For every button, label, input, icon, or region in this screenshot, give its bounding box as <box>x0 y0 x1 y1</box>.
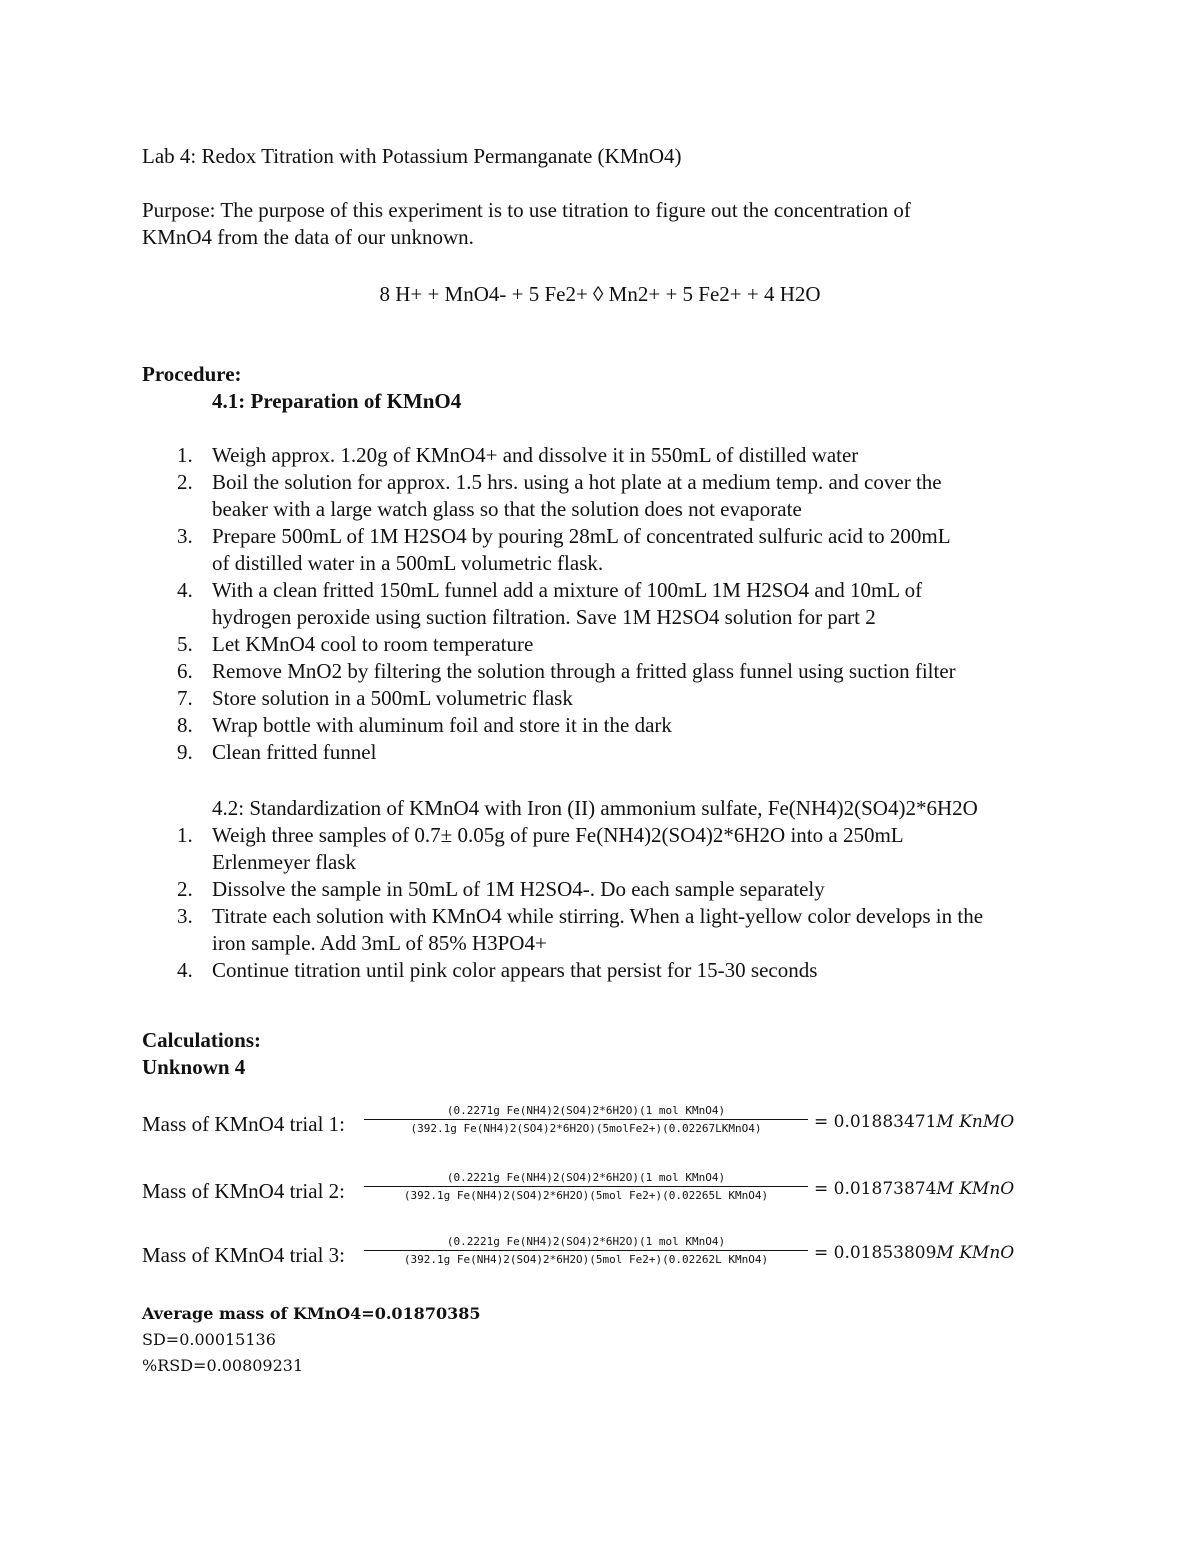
purpose-line-1: Purpose: The purpose of this experiment is to use titration to figure out the concentration of <box>142 198 911 222</box>
section-4-1-heading: 4.1: Preparation of KMnO4 <box>212 389 462 413</box>
fraction-numerator: (0.2221g Fe(NH4)2(SO4)2*6H2O)(1 mol KMnO4) <box>364 1234 808 1251</box>
step-number: 4. <box>177 958 193 982</box>
step-number: 1. <box>177 443 193 467</box>
fraction-denominator: (392.1g Fe(NH4)2(SO4)2*6H2O)(5molFe2+)(0.02267LKMnO4) <box>410 1122 762 1135</box>
list-item <box>142 442 1052 469</box>
fraction-numerator: (0.2221g Fe(NH4)2(SO4)2*6H2O)(1 mol KMnO4) <box>364 1170 808 1187</box>
trial-3-calculation <box>142 1234 1042 1280</box>
list-item <box>142 685 1052 712</box>
step-number: 3. <box>177 904 193 928</box>
step-text: Continue titration until pink color appears that persist for 15-30 seconds <box>212 958 818 982</box>
step-text: Let KMnO4 cool to room temperature <box>212 632 534 656</box>
list-item <box>142 903 1052 957</box>
list-item <box>142 739 1052 766</box>
list-item <box>142 577 1052 631</box>
trial-label: Mass of KMnO4 trial 1: <box>142 1112 345 1136</box>
calculations-heading: Calculations: <box>142 1028 262 1052</box>
step-number: 1. <box>177 823 193 847</box>
step-number: 4. <box>177 578 193 602</box>
result-unit: M KMnO <box>936 1179 1015 1199</box>
step-text: Wrap bottle with aluminum foil and store it in the dark <box>212 713 672 737</box>
step-number: 9. <box>177 740 193 764</box>
trial-result <box>814 1112 1014 1132</box>
trial-1-calculation <box>142 1103 1042 1149</box>
average-result: Average mass of KMnO4=0.01870385 <box>142 1304 481 1323</box>
step-text: hydrogen peroxide using suction filtration. Save 1M H2SO4 solution for part 2 <box>212 605 876 629</box>
step-number: 2. <box>177 470 193 494</box>
result-unit: M KnMO <box>936 1112 1015 1132</box>
list-item <box>142 631 1052 658</box>
list-item <box>142 523 1052 577</box>
trial-fraction <box>364 1170 808 1203</box>
fraction-numerator: (0.2271g Fe(NH4)2(SO4)2*6H2O)(1 mol KMnO4) <box>364 1103 808 1120</box>
step-text: Remove MnO2 by filtering the solution through a fritted glass funnel using suction filter <box>212 659 956 683</box>
result-value: = 0.01873874 <box>814 1179 937 1199</box>
step-number: 6. <box>177 659 193 683</box>
step-text: Store solution in a 500mL volumetric flask <box>212 686 573 710</box>
step-number: 3. <box>177 524 193 548</box>
step-number: 7. <box>177 686 193 710</box>
step-text: Dissolve the sample in 50mL of 1M H2SO4-. Do each sample separately <box>212 877 825 901</box>
trial-label: Mass of KMnO4 trial 2: <box>142 1179 345 1203</box>
trial-label: Mass of KMnO4 trial 3: <box>142 1243 345 1267</box>
result-value: = 0.01853809 <box>814 1243 937 1263</box>
purpose-line-2: KMnO4 from the data of our unknown. <box>142 225 474 249</box>
fraction-denominator: (392.1g Fe(NH4)2(SO4)2*6H2O)(5mol Fe2+)(0.02265L KMnO4) <box>403 1189 769 1202</box>
unknown-label: Unknown 4 <box>142 1055 246 1079</box>
step-number: 8. <box>177 713 193 737</box>
step-text: Weigh three samples of 0.7± 0.05g of pure Fe(NH4)2(SO4)2*6H2O into a 250mL <box>212 823 904 847</box>
step-text: Erlenmeyer flask <box>212 850 357 874</box>
procedure-heading: Procedure: <box>142 362 242 386</box>
trial-result <box>814 1243 1014 1263</box>
step-text: Weigh approx. 1.20g of KMnO4+ and dissolve it in 550mL of distilled water <box>212 443 859 467</box>
trial-fraction <box>364 1234 808 1267</box>
step-text: of distilled water in a 500mL volumetric flask. <box>212 551 604 575</box>
step-text: Titrate each solution with KMnO4 while stirring. When a light-yellow color develops in the <box>212 904 984 928</box>
trial-2-calculation <box>142 1170 1042 1216</box>
standard-deviation: SD=0.00015136 <box>142 1330 276 1349</box>
reaction-equation: 8 H+ + MnO4- + 5 Fe2+ ◊ Mn2+ + 5 Fe2+ + 4 H2O <box>379 282 821 306</box>
trial-result <box>814 1179 1014 1199</box>
step-number: 2. <box>177 877 193 901</box>
step-text: beaker with a large watch glass so that the solution does not evaporate <box>212 497 802 521</box>
step-text: iron sample. Add 3mL of 85% H3PO4+ <box>212 931 547 955</box>
section-4-1-steps <box>142 442 1052 766</box>
list-item <box>142 712 1052 739</box>
list-item <box>142 822 1052 876</box>
result-unit: M KMnO <box>936 1243 1015 1263</box>
list-item <box>142 658 1052 685</box>
page-title: Lab 4: Redox Titration with Potassium Permanganate (KMnO4) <box>142 144 682 168</box>
step-text: Prepare 500mL of 1M H2SO4 by pouring 28mL of concentrated sulfuric acid to 200mL <box>212 524 951 548</box>
section-4-2-heading: 4.2: Standardization of KMnO4 with Iron (II) ammonium sulfate, Fe(NH4)2(SO4)2*6H2O <box>212 796 978 820</box>
step-text: Clean fritted funnel <box>212 740 377 764</box>
section-4-2-steps <box>142 822 1052 984</box>
relative-standard-deviation: %RSD=0.00809231 <box>142 1356 304 1375</box>
result-value: = 0.01883471 <box>814 1112 937 1132</box>
trial-fraction <box>364 1103 808 1136</box>
fraction-denominator: (392.1g Fe(NH4)2(SO4)2*6H2O)(5mol Fe2+)(0.02262L KMnO4) <box>403 1253 769 1266</box>
step-text: With a clean fritted 150mL funnel add a mixture of 100mL 1M H2SO4 and 10mL of <box>212 578 923 602</box>
step-text: Boil the solution for approx. 1.5 hrs. using a hot plate at a medium temp. and cover the <box>212 470 942 494</box>
list-item <box>142 469 1052 523</box>
list-item <box>142 876 1052 903</box>
step-number: 5. <box>177 632 193 656</box>
list-item <box>142 957 1052 984</box>
